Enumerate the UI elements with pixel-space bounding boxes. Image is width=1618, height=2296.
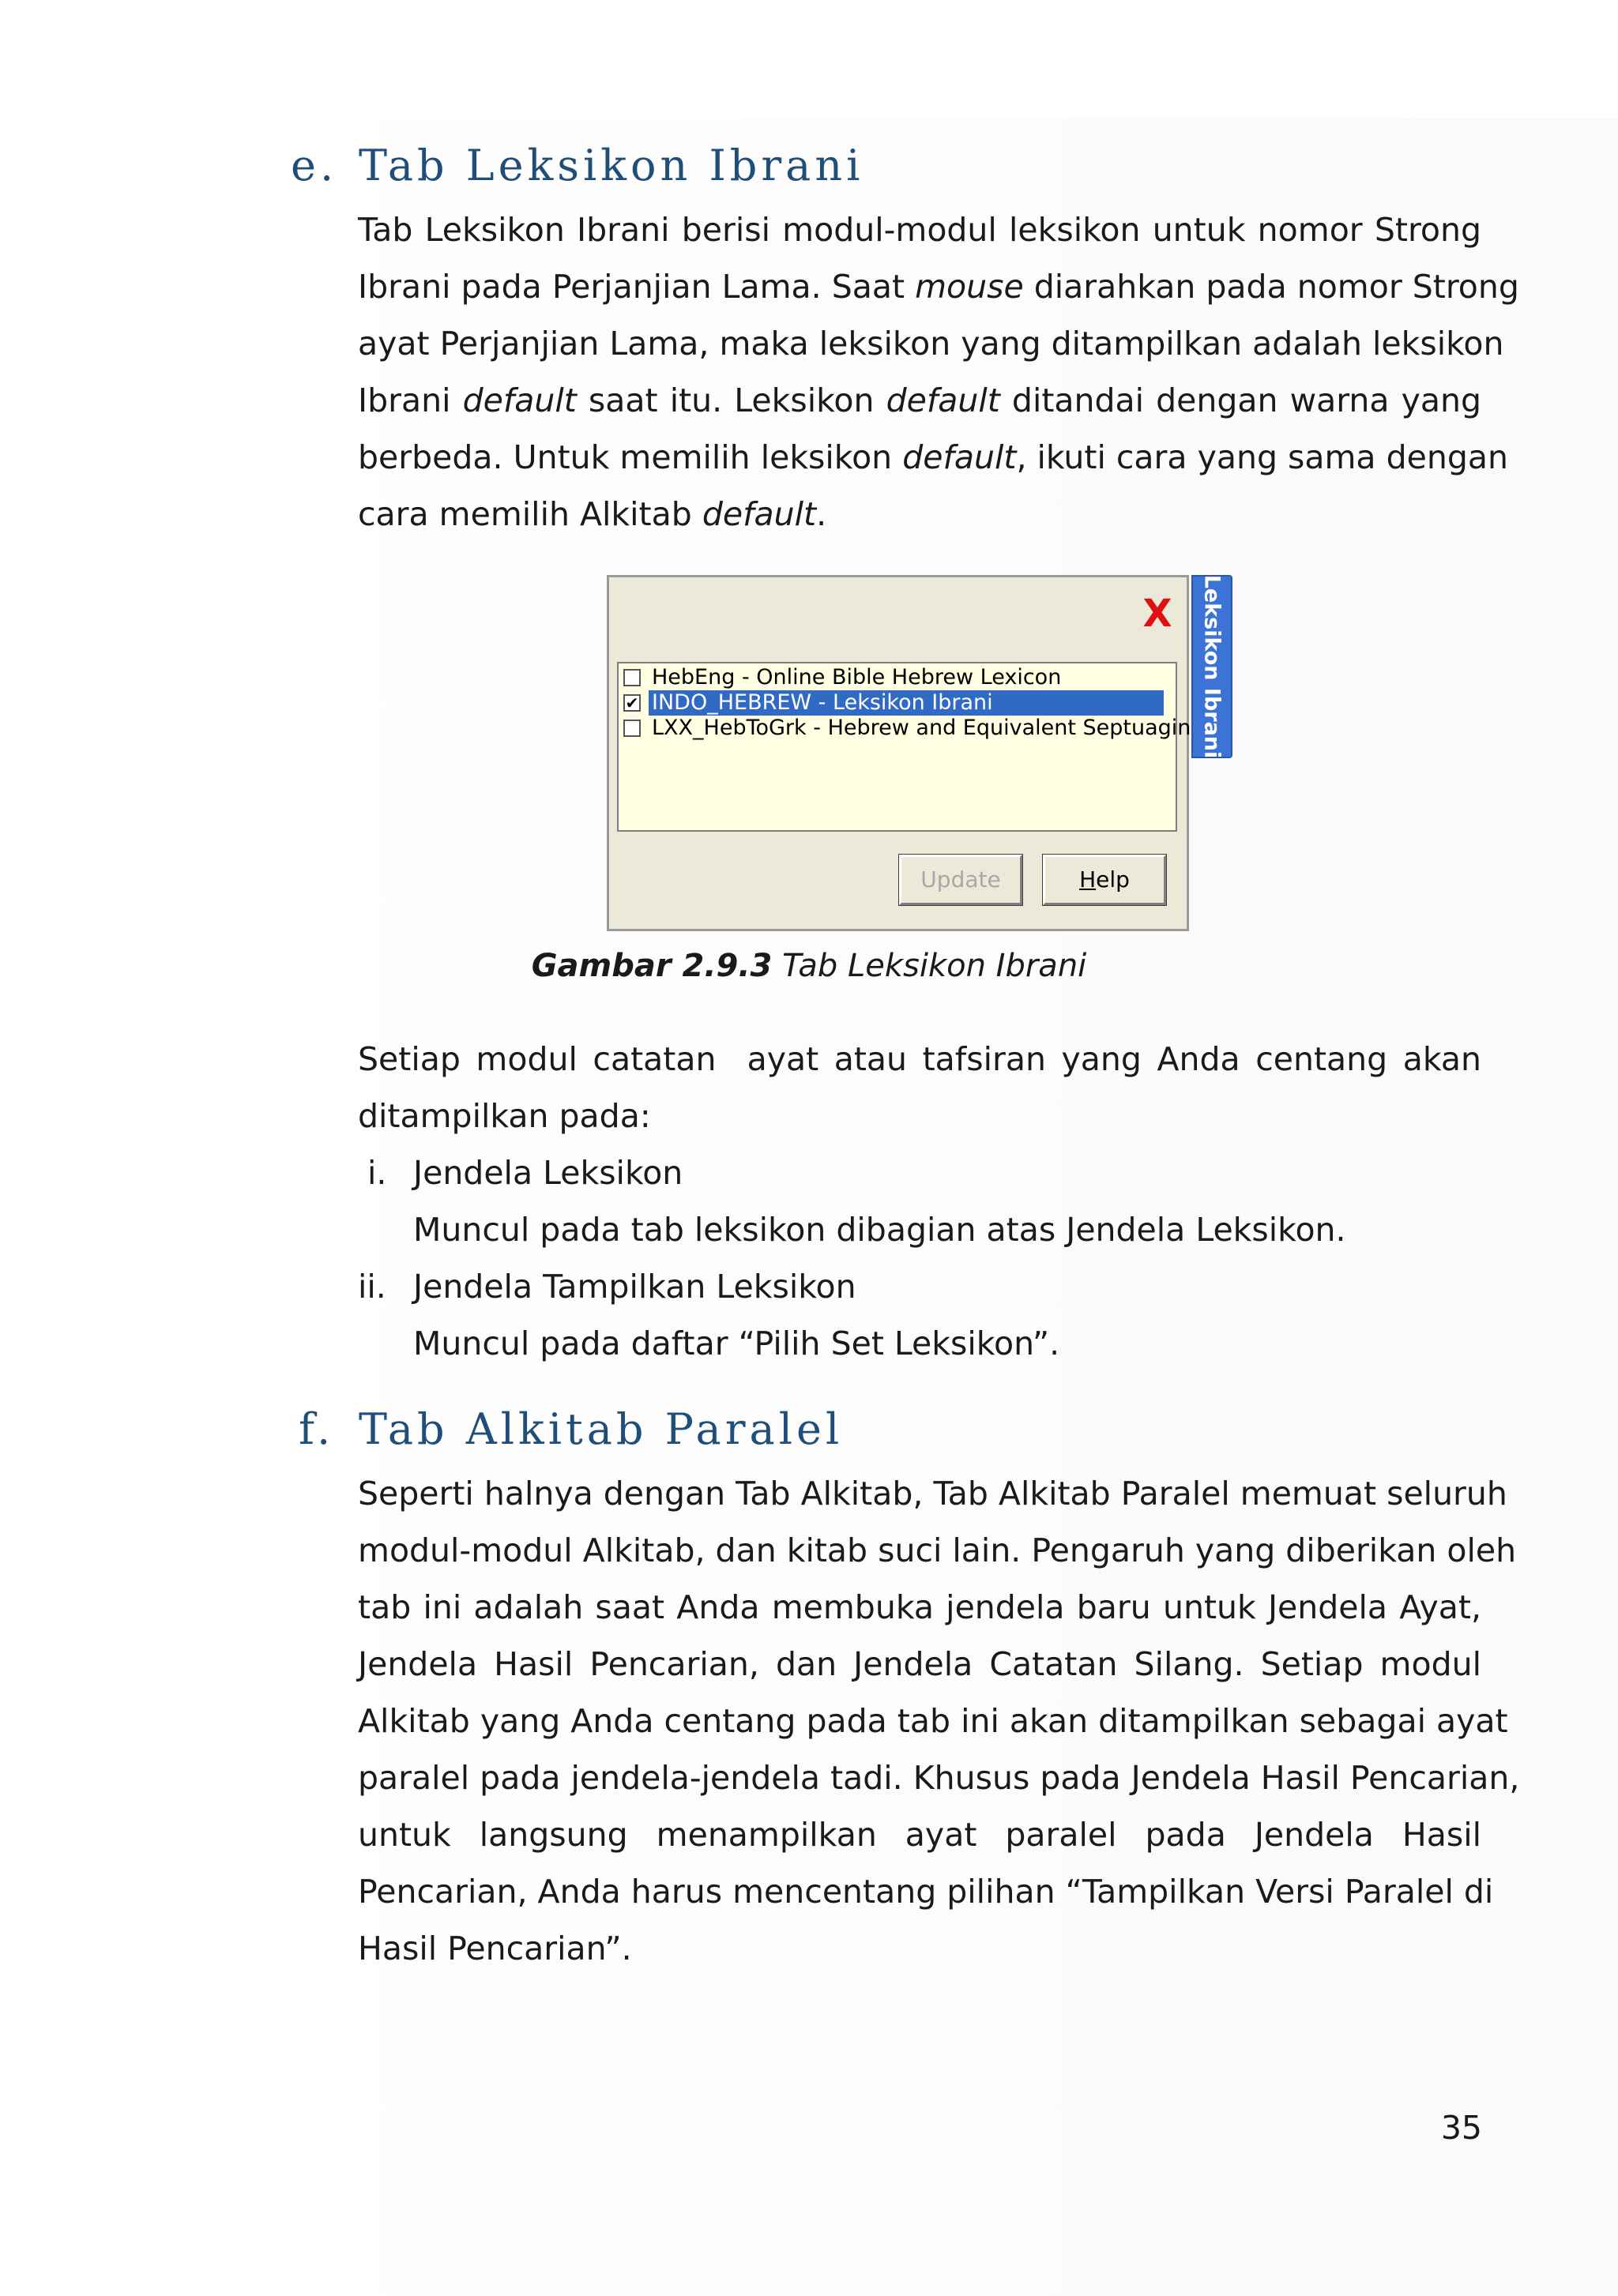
section-e-letter: e. [291, 141, 338, 190]
paragraph-line: paralel pada jendela-jendela tadi. Khusus pada Jendela Hasil Pencarian, [358, 1759, 1520, 1797]
paragraph-line: ayat Perjanjian Lama, maka leksikon yang ditampilkan adalah leksikon [358, 325, 1504, 363]
tab-leksikon-ibrani[interactable] [1191, 575, 1232, 758]
figure-caption [0, 948, 1618, 984]
list-item[interactable] [620, 716, 1191, 741]
caption-number: Gambar 2.9.3 [531, 948, 773, 984]
paragraph-line: Ibrani default saat itu. Leksikon default ditandai dengan warna yang [358, 381, 1481, 419]
paragraph-line: cara memilih Alkitab default. [358, 495, 827, 533]
close-icon[interactable]: X [1142, 592, 1172, 636]
list-item-label: HebEng - Online Bible Hebrew Lexicon [652, 665, 1062, 690]
paragraph-line: Jendela Hasil Pencarian, dan Jendela Catatan Silang. Setiap modul [358, 1645, 1481, 1683]
help-button[interactable]: Help [1043, 855, 1166, 905]
list-description: Muncul pada daftar “Pilih Set Leksikon”. [413, 1325, 1060, 1362]
list-title: Jendela Leksikon [413, 1154, 683, 1192]
paragraph-line: ditampilkan pada: [358, 1097, 651, 1135]
paragraph-line: Pencarian, Anda harus mencentang pilihan “Tampilkan Versi Paralel di [358, 1873, 1494, 1911]
paragraph-line: untuk langsung menampilkan ayat paralel pada Jendela Hasil [358, 1816, 1481, 1854]
list-item[interactable] [620, 665, 1173, 690]
caption-text: Tab Leksikon Ibrani [772, 948, 1087, 984]
paragraph-line: modul-modul Alkitab, dan kitab suci lain. Pengaruh yang diberikan oleh [358, 1531, 1517, 1569]
after-figure-paragraph [358, 1031, 1481, 1144]
lexicon-list[interactable] [617, 662, 1191, 832]
list-number: ii. [358, 1268, 386, 1306]
list-desc [413, 1201, 1346, 1258]
list-item-label: INDO_HEBREW - Leksikon Ibrani [649, 690, 1164, 716]
section-f-title: Tab Alkitab Paralel [359, 1404, 844, 1454]
checkbox[interactable] [623, 720, 641, 737]
section-f-heading [299, 1404, 1484, 1460]
paragraph-line: Ibrani pada Perjanjian Lama. Saat mouse diarahkan pada nomor Strong [358, 268, 1519, 306]
paragraph-line: Seperti halnya dengan Tab Alkitab, Tab Alkitab Paralel memuat seluruh [358, 1475, 1507, 1513]
section-f-paragraph [358, 1465, 1520, 1977]
section-e-heading [291, 141, 1476, 196]
leksikon-dialog [607, 575, 1189, 931]
list-item[interactable] [620, 690, 1173, 716]
list-description: Muncul pada tab leksikon dibagian atas Jendela Leksikon. [413, 1211, 1346, 1249]
paragraph-line: Alkitab yang Anda centang pada tab ini akan ditampilkan sebagai ayat [358, 1702, 1508, 1740]
paragraph-line: Setiap modul catatan ayat atau tafsiran yang Anda centang akan [358, 1040, 1481, 1078]
list-item-label: LXX_HebToGrk - Hebrew and Equivalent Septuagin [652, 716, 1191, 740]
checkbox[interactable] [623, 669, 641, 686]
paragraph-line: Hasil Pencarian”. [358, 1930, 632, 1967]
list-desc [413, 1315, 1059, 1372]
paragraph-line: tab ini adalah saat Anda membuka jendela baru untuk Jendela Ayat, [358, 1588, 1481, 1626]
section-f-letter: f. [299, 1404, 335, 1454]
list-title: Jendela Tampilkan Leksikon [413, 1268, 856, 1306]
update-button[interactable]: Update [899, 855, 1022, 905]
paragraph-line: Tab Leksikon Ibrani berisi modul-modul leksikon untuk nomor Strong [358, 211, 1481, 249]
paragraph-line: berbeda. Untuk memilih leksikon default, ikuti cara yang sama dengan [358, 438, 1508, 476]
page-number: 35 [1440, 2109, 1482, 2147]
side-tab-label: Leksikon Ibrani [1199, 574, 1225, 759]
checkbox-checked[interactable]: ✔ [623, 694, 641, 712]
section-e-paragraph [358, 201, 1519, 543]
list-number: i. [367, 1154, 387, 1192]
section-e-title: Tab Leksikon Ibrani [359, 141, 864, 190]
